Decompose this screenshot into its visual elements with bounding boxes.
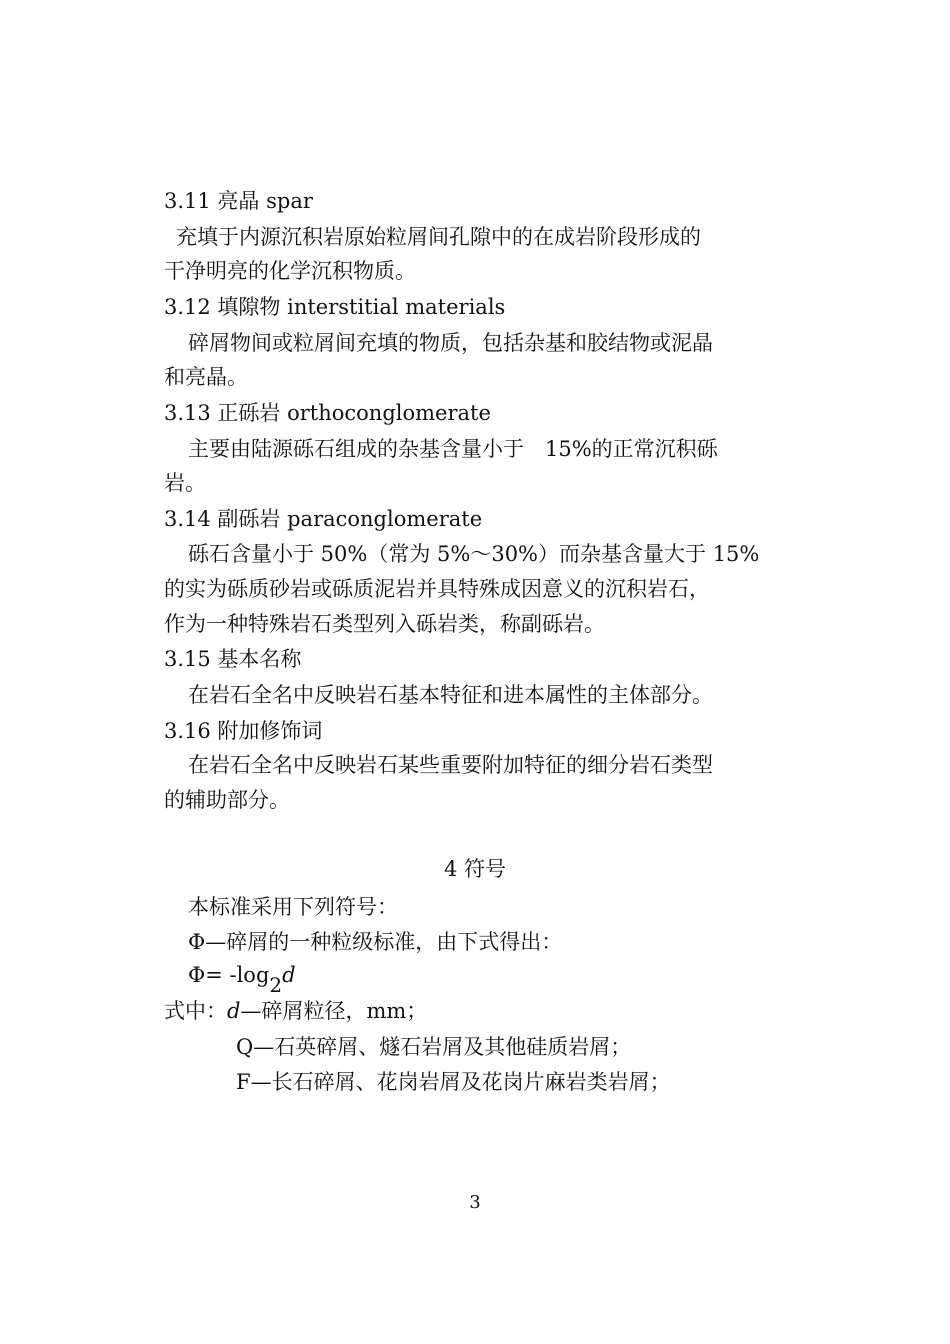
section-3-11-body-line-1: 充填于内源沉积岩原始粒屑间孔隙中的在成岩阶段形成的 bbox=[176, 225, 701, 249]
section-3-11-body-line-2: 干净明亮的化学沉积物质。 bbox=[164, 259, 416, 283]
symbols-intro: 本标准采用下列符号： bbox=[188, 895, 398, 919]
section-3-13-body-line-2: 岩。 bbox=[164, 471, 206, 495]
where-rest: —碎屑粒径，mm； bbox=[240, 999, 428, 1023]
phi-formula bbox=[188, 962, 296, 997]
section-3-13-body-line-1: 主要由陆源砾石组成的杂基含量小于 15%的正常沉积砾 bbox=[188, 437, 718, 461]
section-3-14-title: 3.14 副砾岩 paraconglomerate bbox=[164, 507, 483, 531]
section-3-14-body-line-2: 的实为砾质砂岩或砾质泥岩并具特殊成因意义的沉积岩石， bbox=[164, 577, 710, 601]
phi-definition: Φ—碎屑的一种粒级标准，由下式得出： bbox=[188, 930, 563, 954]
section-3-15-title: 3.15 基本名称 bbox=[164, 647, 302, 671]
section-3-12-body-line-1: 碎屑物间或粒屑间充填的物质，包括杂基和胶结物或泥晶 bbox=[188, 331, 713, 355]
section-3-16-body-line-2: 的辅助部分。 bbox=[164, 788, 290, 812]
section-3-16-body-line-1: 在岩石全名中反映岩石某些重要附加特征的细分岩石类型 bbox=[188, 753, 713, 777]
f-definition: F—长石碎屑、花岗岩屑及花岗片麻岩类岩屑； bbox=[236, 1070, 671, 1094]
section-4-heading: 4 符号 bbox=[443, 857, 507, 881]
section-3-12-title: 3.12 填隙物 interstitial materials bbox=[164, 295, 506, 319]
section-3-13-title: 3.13 正砾岩 orthoconglomerate bbox=[164, 401, 491, 425]
where-clause bbox=[164, 998, 427, 1024]
section-3-12-body-line-2: 和亮晶。 bbox=[164, 365, 248, 389]
where-variable: d bbox=[227, 999, 241, 1023]
section-3-16-title: 3.16 附加修饰词 bbox=[164, 719, 323, 743]
section-3-14-body-line-1: 砾石含量小于 50%（常为 5%～30%）而杂基含量大于 15% bbox=[188, 542, 760, 566]
q-definition: Q—石英碎屑、燧石岩屑及其他硅质岩屑； bbox=[236, 1035, 632, 1059]
formula-log-base: 2 bbox=[269, 973, 283, 997]
formula-lhs: Φ= -log bbox=[188, 963, 270, 987]
formula-variable: d bbox=[282, 963, 296, 987]
section-3-15-body-line-1: 在岩石全名中反映岩石基本特征和进本属性的主体部分。 bbox=[188, 683, 713, 707]
where-prefix: 式中： bbox=[164, 999, 227, 1023]
page-number: 3 bbox=[469, 1192, 481, 1213]
section-3-14-body-line-3: 作为一种特殊岩石类型列入砾岩类，称副砾岩。 bbox=[164, 612, 605, 636]
section-3-11-title: 3.11 亮晶 spar bbox=[164, 189, 313, 213]
